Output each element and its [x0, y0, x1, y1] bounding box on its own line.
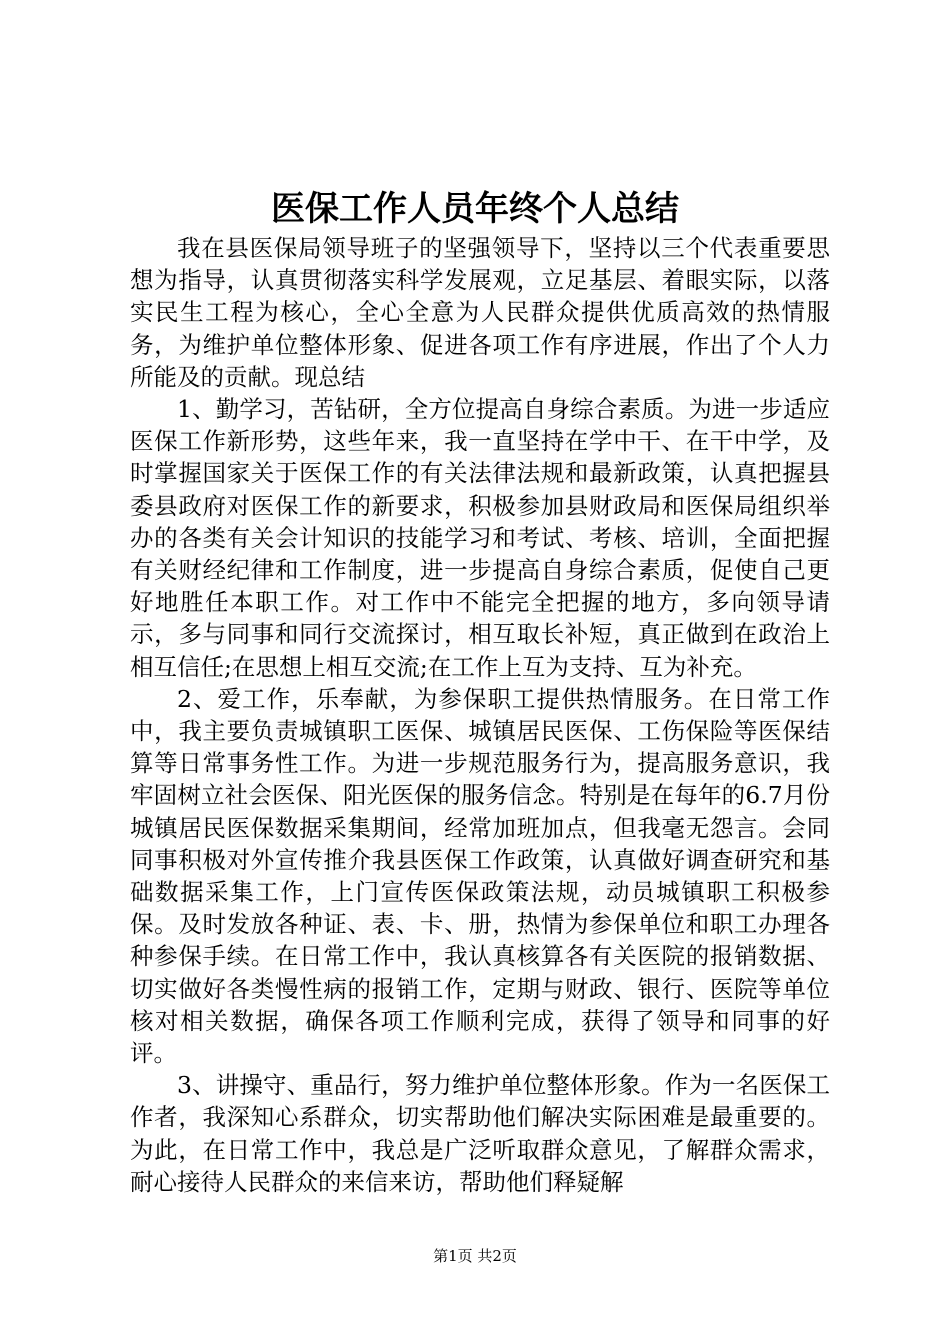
paragraph-section-2: 2、爱工作，乐奉献，为参保职工提供热情服务。在日常工作中，我主要负责城镇职工医保、城镇居民医保、工伤保险等医保结算等日常事务性工作。为进一步规范服务行为，提高服务意识，我牢固树立社会医保、阳光医保的服务信念。特别是在每年的6.7月份城镇居民医保数据采集期间，经常加班加点，但我毫无怨言。会同同事积极对外宣传推介我县医保工作政策，认真做好调查研究和基础数据采集工作，上门宣传医保政策法规，动员城镇职工积极参保。及时发放各种证、表、卡、册，热情为参保单位和职工办理各种参保手续。在日常工作中，我认真核算各有关医院的报销数据、切实做好各类慢性病的报销工作，定期与财政、银行、医院等单位核对相关数据，确保各项工作顺利完成，获得了领导和同事的好评。	[130, 684, 830, 1068]
paragraph-section-3: 3、讲操守、重品行，努力维护单位整体形象。作为一名医保工作者，我深知心系群众，切实帮助他们解决实际困难是最重要的。为此，在日常工作中，我总是广泛听取群众意见，了解群众需求，耐心接待人民群众的来信来访，帮助他们释疑解	[130, 1071, 830, 1196]
paragraph-section-1: 1、勤学习，苦钻研，全方位提高自身综合素质。为进一步适应医保工作新形势，这些年来，我一直坚持在学中干、在干中学，及时掌握国家关于医保工作的有关法律法规和最新政策，认真把握县委县政府对医保工作的新要求，积极参加县财政局和医保局组织举办的各类有关会计知识的技能学习和考试、考核、培训，全面把握有关财经纪律和工作制度，进一步提高自身综合素质，促使自己更好地胜任本职工作。对工作中不能完全把握的地方，多向领导请示，多与同事和同行交流探讨，相互取长补短，真正做到在政治上相互信任;在思想上相互交流;在工作上互为支持、互为补充。	[130, 395, 830, 681]
document-body	[130, 232, 830, 1198]
page-number-footer: 第1页 共2页	[433, 1247, 517, 1265]
paragraph-intro: 我在县医保局领导班子的坚强领导下，坚持以三个代表重要思想为指导，认真贯彻落实科学发展观，立足基层、着眼实际，以落实民生工程为核心，全心全意为人民群众提供优质高效的热情服务，为维护单位整体形象、促进各项工作有序进展，作出了个人力所能及的贡献。现总结	[130, 234, 830, 391]
document-title: 医保工作人员年终个人总结	[271, 189, 679, 229]
